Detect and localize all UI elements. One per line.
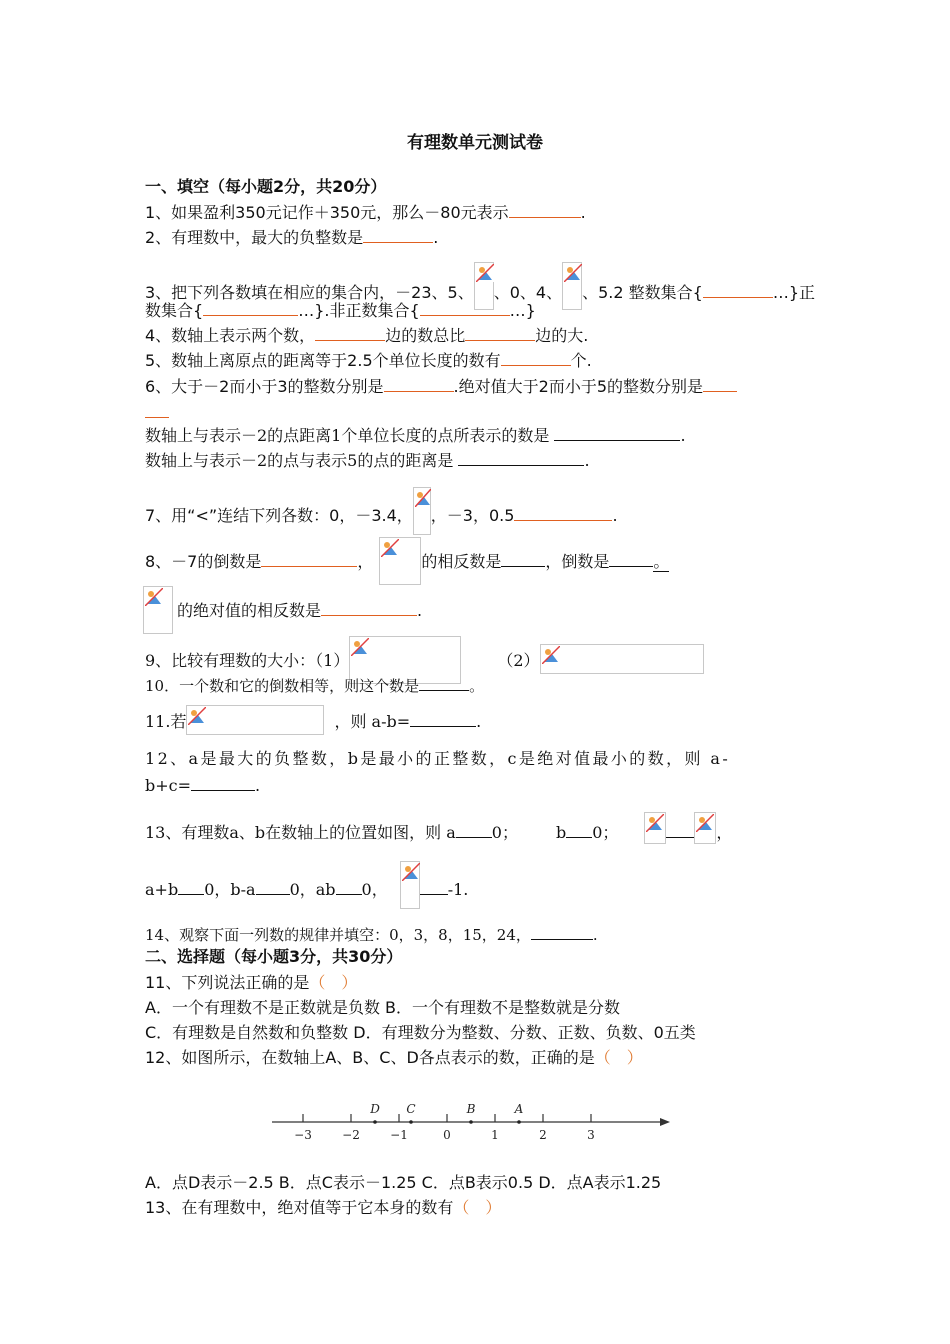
q2-end: . — [433, 228, 439, 247]
q7-end: . — [612, 506, 618, 525]
q1-end: . — [580, 203, 586, 222]
question-6-line3 — [145, 449, 590, 472]
question-5 — [145, 349, 592, 372]
answer-paren: （ ） — [453, 1198, 502, 1217]
answer-blank — [703, 375, 737, 392]
q11-end: . — [476, 712, 482, 731]
answer-blank — [703, 281, 773, 298]
q10-end: 。 — [469, 677, 485, 695]
answer-blank — [321, 599, 417, 616]
choice-11-options-ab: A．一个有理数不是正数就是负数 B．一个有理数不是整数就是分数 — [145, 998, 621, 1017]
q3-text-d: …}正 — [772, 283, 816, 302]
answer-blank — [531, 923, 593, 940]
q12-text-a: 12、a是最大的负整数，b是最小的正整数，c是绝对值最小的数，则 a- — [145, 749, 731, 768]
answer-blank — [261, 550, 357, 567]
answer-blank — [419, 674, 469, 691]
q13-text-b: 0； — [491, 823, 518, 842]
answer-blank — [384, 375, 454, 392]
q12-end: . — [255, 776, 261, 795]
number-line-point-label: C — [406, 1102, 416, 1116]
q3-text-b: 、0、4、 — [493, 283, 563, 302]
q6-text-b: .绝对值大于2而小于5的整数分别是 — [453, 377, 703, 396]
answer-blank — [420, 299, 510, 316]
q5-text-a: 5、数轴上离原点的距离等于2.5个单位长度的数有 — [145, 351, 501, 370]
q3-text-a: 3、把下列各数填在相应的集合内，－23、5、 — [145, 283, 474, 302]
number-line-figure — [270, 1098, 680, 1146]
q3-text-g: …} — [509, 301, 536, 320]
q13-text-c: b — [555, 823, 567, 842]
number-line-tick-label: −2 — [342, 1128, 360, 1142]
formula-image-icon — [143, 586, 173, 634]
q6-text-d: 数轴上与表示－2的点与表示5的点的距离是 — [145, 451, 454, 470]
question-8-line2 — [145, 586, 422, 634]
q8-text-c: 的相反数是 — [421, 552, 502, 571]
q6-d-end: . — [584, 451, 590, 470]
answer-blank — [410, 710, 476, 727]
choice-11-options-cd: C．有理数是自然数和负整数 D．有理数分为整数、分数、正数、负数、0五类 — [145, 1023, 696, 1042]
q1-text: 1、如果盈利350元记作＋350元，那么－80元表示 — [145, 203, 509, 222]
q6-text-c: 数轴上与表示－2的点距离1个单位长度的点所表示的数是 — [145, 426, 550, 445]
choice-12 — [145, 1047, 643, 1069]
q13-text-j: -1. — [447, 880, 469, 899]
answer-blank — [566, 821, 592, 838]
q3-text-f: …}.非正数集合{ — [298, 301, 420, 320]
formula-image-icon — [400, 861, 420, 909]
q14-end: . — [592, 926, 598, 944]
question-13-line2 — [145, 861, 468, 909]
q8-text-f: 的绝对值的相反数是 — [177, 601, 322, 620]
choice-12-options: A．点D表示－2.5 B．点C表示－1.25 C．点B表示0.5 D．点A表示1.25 — [145, 1173, 662, 1192]
question-4 — [145, 324, 588, 347]
q8-f-end: . — [417, 601, 423, 620]
formula-image-icon — [644, 812, 666, 844]
answer-paren: （ ） — [309, 973, 358, 992]
q8-text-a: 8、－7的倒数是 — [145, 552, 262, 571]
q12-text-b: b+c= — [145, 776, 192, 795]
q13-text-a: 13、有理数a、b在数轴上的位置如图，则 a — [145, 823, 456, 842]
q2-text: 2、有理数中，最大的负整数是 — [145, 228, 364, 247]
formula-image-icon — [186, 705, 324, 735]
number-line-tick-label: 0 — [443, 1128, 451, 1142]
question-7 — [145, 487, 618, 535]
question-12-line1 — [145, 748, 730, 770]
q6-c-end: . — [680, 426, 686, 445]
c11-text: 11、下列说法正确的是 — [145, 973, 310, 992]
question-6-line2 — [145, 424, 686, 447]
q3-text-e: 数集合{ — [145, 301, 204, 320]
answer-blank — [336, 878, 362, 895]
question-11 — [145, 705, 481, 735]
formula-image-icon — [694, 812, 716, 844]
choice-11 — [145, 972, 357, 994]
answer-blank — [420, 878, 448, 895]
page-title: 有理数单元测试卷 — [407, 133, 543, 153]
formula-image-icon — [413, 487, 431, 535]
c13-text: 13、在有理数中，绝对值等于它本身的数有 — [145, 1198, 454, 1217]
answer-blank — [191, 774, 255, 791]
question-13-line1 — [145, 812, 732, 844]
formula-image-icon — [540, 644, 704, 674]
number-line-point-label: A — [514, 1102, 524, 1116]
answer-blank — [178, 878, 204, 895]
question-1 — [145, 201, 586, 224]
q14-text: 14、观察下面一列数的规律并填空：0，3，8，15，24， — [145, 926, 531, 944]
q11-text-b: ，则 a-b= — [334, 712, 411, 731]
answer-blank — [554, 424, 680, 441]
section-choice-heading: 二、选择题（每小题3分，共30分） — [145, 947, 403, 966]
answer-blank — [666, 821, 694, 838]
answer-blank — [315, 324, 385, 341]
answer-blank — [509, 201, 581, 218]
section-fill-blank-heading: 一、填空（每小题2分，共20分） — [145, 177, 387, 196]
question-14 — [145, 923, 598, 946]
number-line-point-C — [409, 1120, 413, 1124]
answer-blank — [145, 397, 169, 418]
q5-text-b: 个. — [570, 351, 592, 370]
q13-text-i: 0， — [361, 880, 388, 899]
choice-13 — [145, 1197, 501, 1219]
number-line-point-D — [373, 1120, 377, 1124]
answer-blank — [456, 821, 492, 838]
q13-text-d: 0； — [592, 823, 619, 842]
question-3-line2 — [145, 299, 536, 322]
q8-text-d: ，倒数是 — [545, 552, 610, 571]
q13-text-e: ， — [716, 823, 733, 842]
number-line-point-label: B — [466, 1102, 476, 1116]
q13-text-f: a+b — [145, 880, 179, 899]
formula-image-icon — [562, 262, 582, 310]
answer-paren: （ ） — [594, 1048, 643, 1067]
q8-end: 。 — [653, 552, 670, 571]
q4-text-a: 4、数轴上表示两个数， — [145, 326, 316, 345]
answer-blank — [256, 878, 290, 895]
q9-text-a: 9、比较有理数的大小：（1） — [145, 651, 350, 670]
question-6-line1 — [145, 375, 737, 398]
q7-text-b: ，－3，0.5 — [430, 506, 515, 525]
question-8-line1 — [145, 537, 669, 585]
number-line-tick-label: 3 — [587, 1128, 595, 1142]
number-line-point-A — [517, 1120, 521, 1124]
number-line-point-B — [469, 1120, 473, 1124]
q13-text-g: 0，b-a — [204, 880, 256, 899]
q8-text-b: ， — [357, 552, 374, 571]
answer-blank — [501, 550, 545, 567]
question-10 — [145, 674, 484, 697]
answer-blank — [609, 550, 653, 567]
q13-text-h: 0，ab — [289, 880, 336, 899]
q10-text: 10．一个数和它的倒数相等，则这个数是 — [145, 677, 420, 695]
answer-blank — [501, 349, 571, 366]
question-6-wrap — [145, 397, 169, 424]
answer-blank — [458, 449, 584, 466]
number-line-tick-label: −1 — [390, 1128, 408, 1142]
question-2 — [145, 226, 438, 249]
number-line-tick-label: −3 — [294, 1128, 312, 1142]
number-line-tick-label: 2 — [539, 1128, 547, 1142]
answer-blank — [203, 299, 298, 316]
q3-text-c: 、5.2 整数集合{ — [582, 283, 703, 302]
number-line-tick-label: 1 — [491, 1128, 499, 1142]
q9-text-b: （2） — [497, 651, 540, 670]
answer-blank — [465, 324, 535, 341]
q4-text-b: 边的数总比 — [385, 326, 466, 345]
answer-blank — [363, 226, 433, 243]
answer-blank — [514, 504, 612, 521]
q6-text-a: 6、大于－2而小于3的整数分别是 — [145, 377, 384, 396]
formula-image-icon — [379, 537, 421, 585]
q11-text-a: 11.若 — [145, 712, 187, 731]
question-12-line2 — [145, 774, 260, 797]
number-line-arrow — [660, 1118, 670, 1126]
q7-text-a: 7、用“<”连结下列各数：0，－3.4， — [145, 506, 413, 525]
c12-text: 12、如图所示，在数轴上A、B、C、D各点表示的数，正确的是 — [145, 1048, 595, 1067]
q4-text-c: 边的大. — [535, 326, 589, 345]
number-line-point-label: D — [370, 1102, 380, 1116]
